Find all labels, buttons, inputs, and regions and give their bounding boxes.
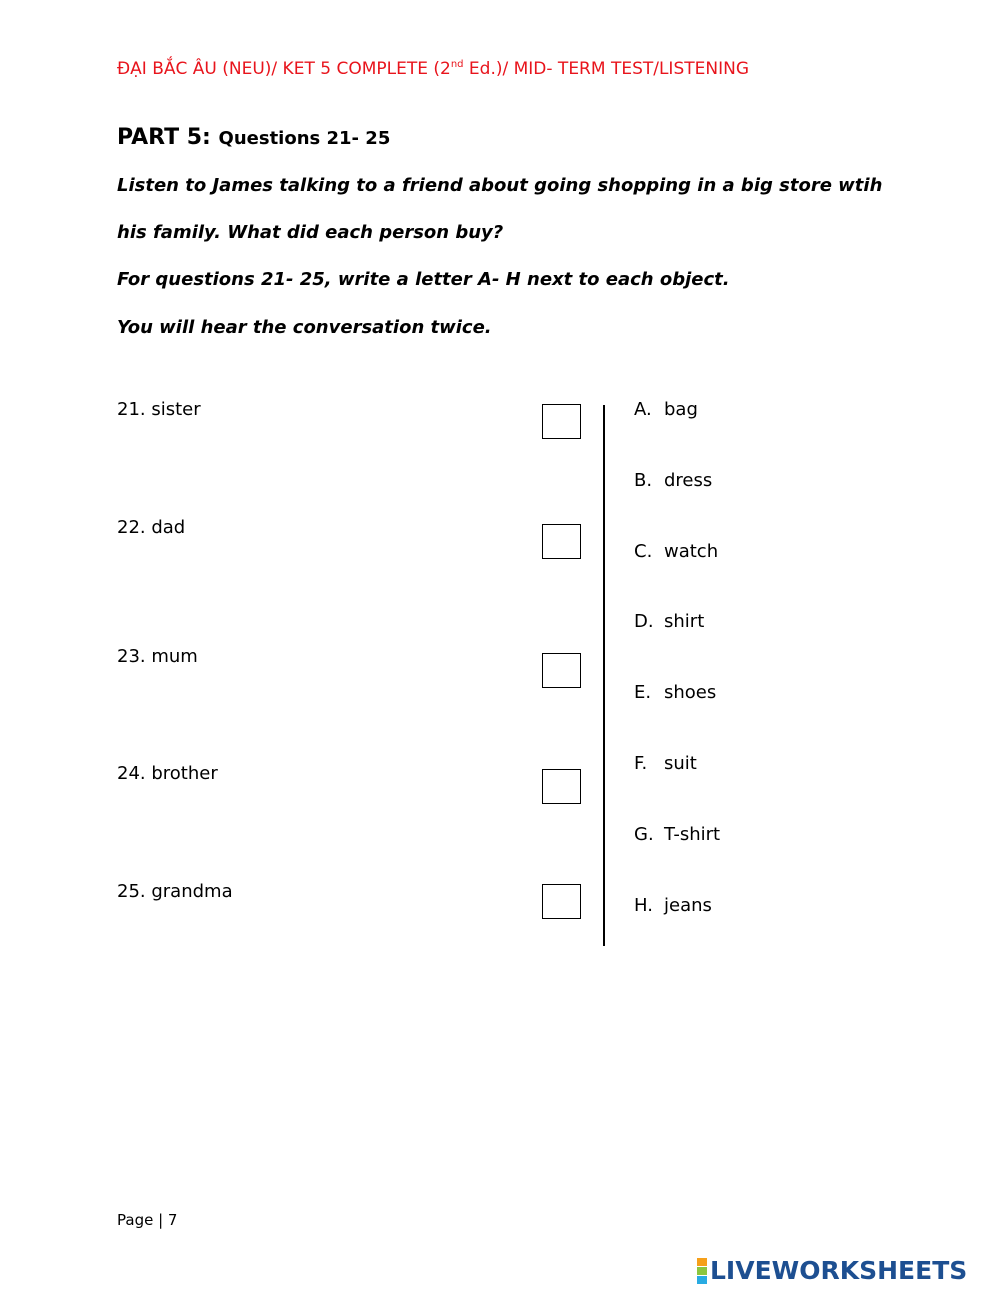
part-heading xyxy=(117,125,390,150)
answer-box-25[interactable] xyxy=(542,884,581,919)
option-item xyxy=(634,470,712,491)
watermark-text: LIVEWORKSHEETS xyxy=(710,1256,968,1285)
answer-box-23[interactable] xyxy=(542,653,581,688)
option-text: shoes xyxy=(664,682,717,703)
header-superscript: nd xyxy=(450,59,464,70)
option-item xyxy=(634,824,720,845)
option-text: bag xyxy=(664,399,698,420)
instruction-line: his family. What did each person buy? xyxy=(117,222,504,243)
option-text: dress xyxy=(664,470,713,491)
option-item xyxy=(634,611,704,632)
option-text: T-shirt xyxy=(664,824,721,845)
option-letter: E. xyxy=(634,682,652,703)
option-item xyxy=(634,541,718,562)
option-letter: C. xyxy=(634,541,653,562)
question-label: 24. brother xyxy=(117,763,218,784)
instruction-line: Listen to James talking to a friend about going shopping in a big store wtih xyxy=(117,175,883,196)
option-text: watch xyxy=(664,541,719,562)
option-text: jeans xyxy=(664,895,712,916)
answer-box-22[interactable] xyxy=(542,524,581,559)
liveworksheets-watermark[interactable] xyxy=(697,1256,967,1285)
page-number: Page | 7 xyxy=(117,1211,178,1229)
option-letter: D. xyxy=(634,611,654,632)
instruction-line: For questions 21- 25, write a letter A- H next to each object. xyxy=(117,269,730,290)
option-letter: H. xyxy=(634,895,653,916)
question-label: 21. sister xyxy=(117,399,201,420)
question-label: 25. grandma xyxy=(117,881,233,902)
part-subtitle: Questions 21- 25 xyxy=(218,128,391,149)
column-divider xyxy=(603,405,605,946)
liveworksheets-logo-icon xyxy=(697,1258,707,1284)
option-item xyxy=(634,682,716,703)
part-title: PART 5: xyxy=(117,125,211,150)
option-letter: A. xyxy=(634,399,652,420)
document-header xyxy=(117,59,749,79)
header-text: ĐẠI BẮC ÂU (NEU)/ KET 5 COMPLETE (2 xyxy=(117,59,451,79)
option-text: suit xyxy=(664,753,697,774)
question-label: 23. mum xyxy=(117,646,198,667)
option-item xyxy=(634,895,712,916)
option-item xyxy=(634,753,697,774)
instruction-line: You will hear the conversation twice. xyxy=(117,317,492,338)
option-letter: F. xyxy=(634,753,648,774)
header-text-end: Ed.)/ MID- TERM TEST/LISTENING xyxy=(463,59,749,79)
option-letter: G. xyxy=(634,824,654,845)
answer-box-21[interactable] xyxy=(542,404,581,439)
question-label: 22. dad xyxy=(117,517,186,538)
option-letter: B. xyxy=(634,470,653,491)
answer-box-24[interactable] xyxy=(542,769,581,804)
option-text: shirt xyxy=(664,611,705,632)
option-item xyxy=(634,399,698,420)
